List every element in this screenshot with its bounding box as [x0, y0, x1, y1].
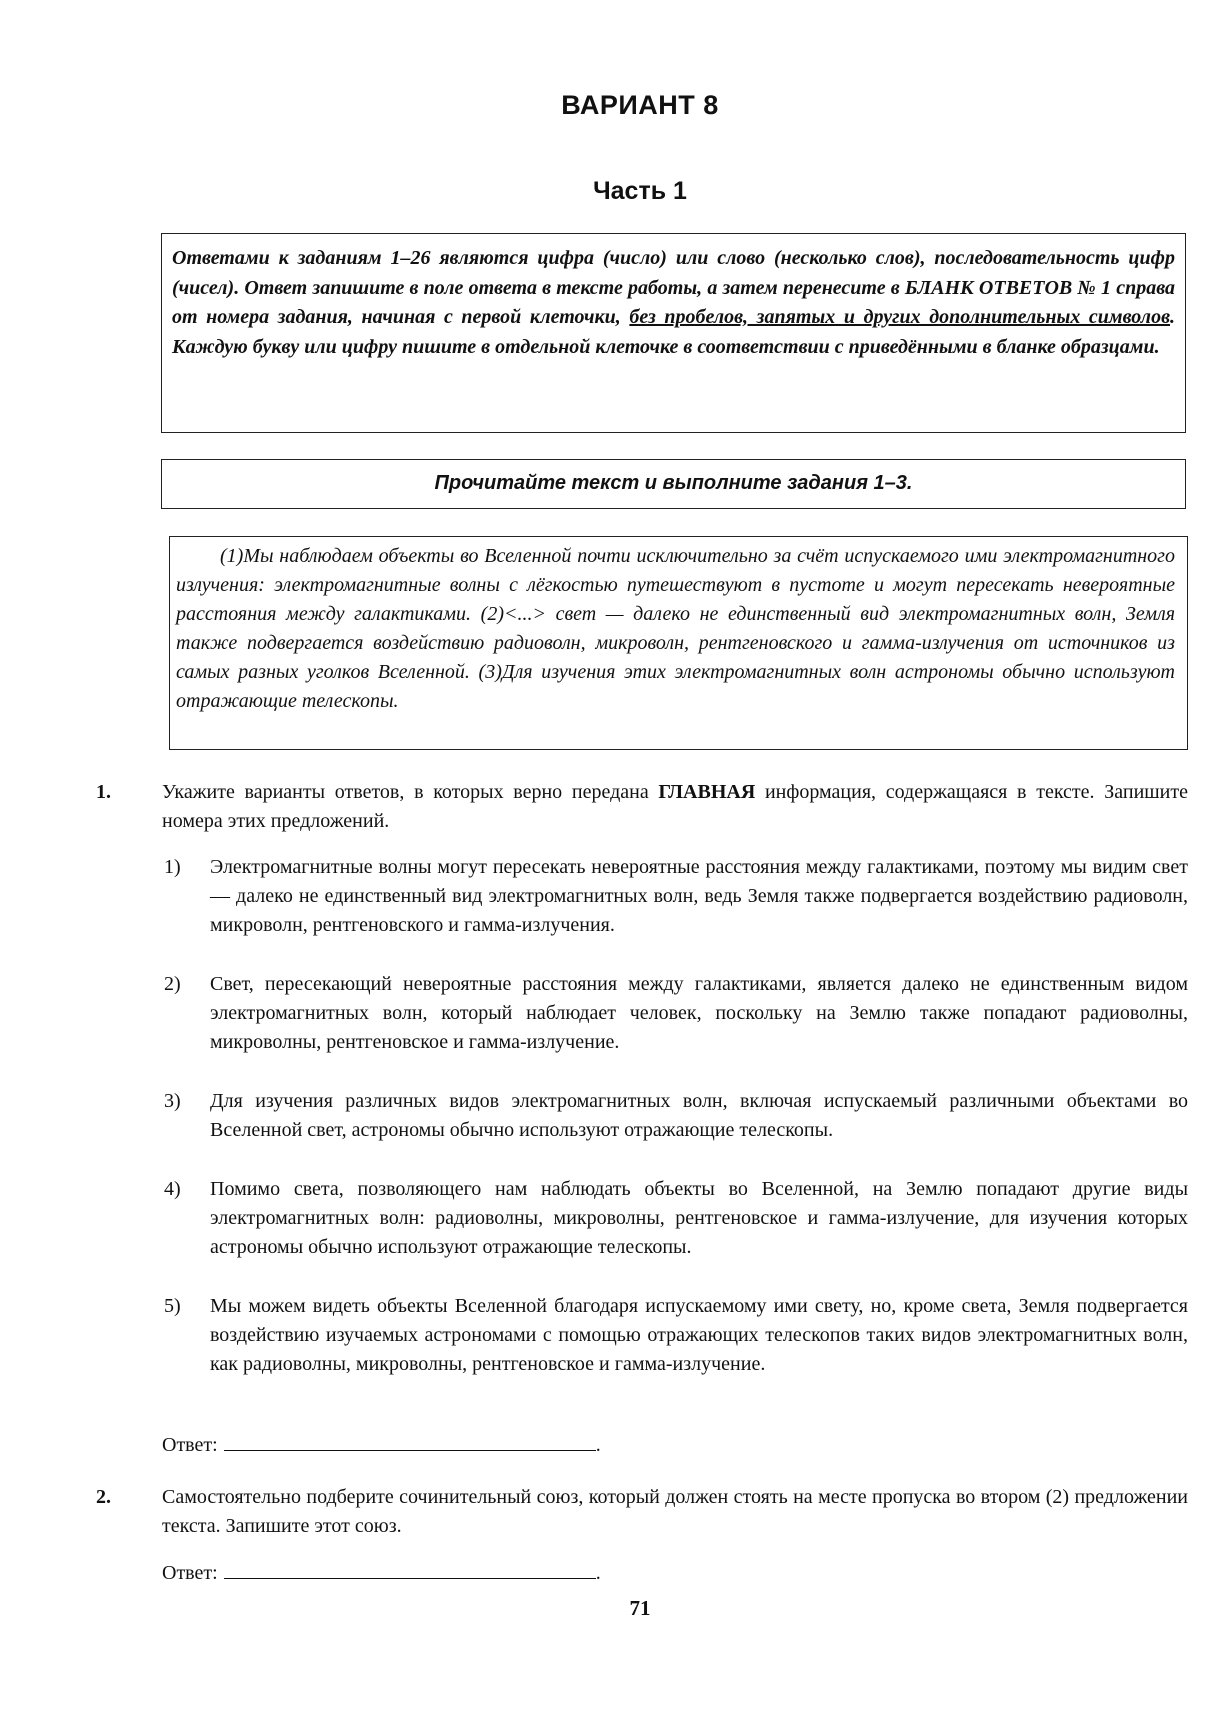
option-number: 4): [164, 1178, 181, 1200]
read-prompt: Прочитайте текст и выполните задания 1–3.: [434, 472, 913, 494]
option-number: 1): [164, 856, 181, 878]
option-text: Для изучения различных видов электромагнитных волн, включая испускаемый различными объектами во Вселенной свет, астрономы обычно используют отражающие телескопы.: [210, 1090, 1188, 1141]
question-1-text-start: Укажите варианты ответов, в которых верно передана: [162, 781, 659, 803]
answer-1: Ответ: .: [162, 1430, 601, 1457]
source-text: (1)Мы наблюдаем объекты во Вселенной почти исключительно за счёт испускаемого ими электромагнитного излучения: электромагнитные волны с лёгкостью путешествуют в пустоте и могут пересекать невероятные расстояния между галактиками. (2)<...> свет — далеко не единственный вид электромагнитных волн, Земля также подвергается воздействию радиоволн, микроволн, рентгеновского и гамма-излучения от источников из самых разных уголков Вселенной. (3)Для изучения этих электромагнитных волн астрономы обычно используют отражающие телескопы.: [176, 545, 1175, 712]
option-text: Электромагнитные волны могут пересекать невероятные расстояния между галактиками, поэтому мы видим свет — далеко не единственный вид электромагнитных волн, ведь Земля также подвергается воздействию радиоволн, микроволн, рентгеновского и гамма-излучения.: [210, 856, 1188, 936]
source-text-box: [169, 536, 1188, 750]
read-prompt-box: [161, 459, 1186, 509]
question-2-text: Самостоятельно подберите сочинительный союз, который должен стоять на месте пропуска во втором (2) предложении текста. Запишите этот союз.: [162, 1486, 1188, 1537]
answer-2: Ответ: .: [162, 1558, 601, 1585]
option-2: [164, 970, 1188, 1057]
option-number: 2): [164, 973, 181, 995]
instructions-underlined: без пробелов, запятых и других дополнительных символов: [629, 306, 1171, 328]
question-1-text: [162, 778, 1188, 836]
page-number: 71: [629, 1596, 651, 1620]
answer-1-field[interactable]: [224, 1430, 596, 1451]
option-text: Помимо света, позволяющего нам наблюдать объекты во Вселенной, на Землю попадают другие виды электромагнитных волн: радиоволны, микроволны, рентгеновское и гамма-излучение, для изучения которых астрономы обычно используют отражающие телескопы.: [210, 1178, 1188, 1258]
instructions-text-end: . Каждую букву или цифру пишите в отдельной клеточке в соответствии с приведёнными в бланке образцами.: [172, 306, 1176, 358]
answer-2-field[interactable]: [224, 1558, 596, 1579]
instructions-box: [161, 233, 1186, 433]
option-3: [164, 1087, 1188, 1145]
instructions-text: Ответами к заданиям 1–26 являются цифра (число) или слово (несколько слов), последовательность цифр (чисел). Ответ запишите в поле ответа в тексте работы, а затем перенесите в БЛАНК ОТВЕТОВ № 1 справа от номера задания, начиная с первой клеточки,: [172, 247, 1175, 328]
option-4: [164, 1175, 1188, 1262]
option-number: 5): [164, 1295, 181, 1317]
option-text: Мы можем видеть объекты Вселенной благодаря испускаемому ими свету, но, кроме света, Земля подвергается воздействию изучаемых астрономами с помощью отражающих телескопов таких видов электромагнитных волн, как радиоволны, микроволны, рентгеновское и гамма-излучение.: [210, 1295, 1188, 1375]
option-1: [164, 853, 1188, 940]
variant-title: ВАРИАНТ 8: [561, 90, 719, 120]
question-1-number: 1.: [96, 781, 111, 803]
answer-label: Ответ:: [162, 1434, 218, 1456]
option-number: 3): [164, 1090, 181, 1112]
question-1-text-end: информация, содержащаяся в тексте. Запишите номера этих предложений.: [162, 781, 1188, 832]
answer-label: Ответ:: [162, 1562, 218, 1584]
option-text: Свет, пересекающий невероятные расстояния между галактиками, является далеко не единственным видом электромагнитных волн, который наблюдает человек, поскольку на Землю также попадают радиоволны, микроволны, рентгеновское и гамма-излучение.: [210, 973, 1188, 1053]
part-title: Часть 1: [593, 177, 687, 205]
option-5: [164, 1292, 1188, 1379]
question-1-bold: ГЛАВНАЯ: [658, 781, 756, 803]
question-2-number: 2.: [96, 1486, 111, 1508]
